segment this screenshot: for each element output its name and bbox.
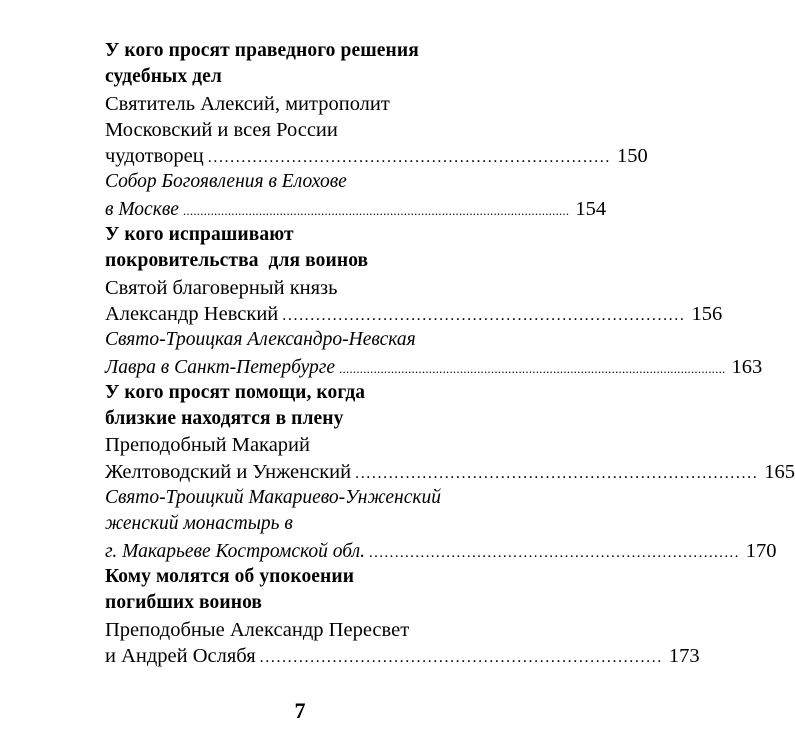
page-ref: 163 [731, 355, 763, 378]
section-heading: У кого просят помощи, когда [105, 381, 366, 403]
page-ref: 150 [616, 145, 648, 168]
section-heading: У кого просят праведного решения [105, 40, 419, 61]
page-ref: 165 [764, 460, 795, 483]
table-of-contents [105, 38, 795, 669]
entry-text: в Москве [105, 198, 179, 220]
dot-leader: ........................................................................ [282, 306, 686, 324]
entry-text: Московский и всея России [105, 118, 338, 141]
toc-entry [105, 301, 723, 327]
toc-entry [105, 643, 700, 669]
entry-text: Собор Богоявления в Елохове [105, 171, 347, 193]
entry-text: Александр Невский [105, 302, 279, 325]
dot-leader: ........................................................................ [368, 544, 740, 561]
toc-entry [105, 354, 763, 380]
entry-text: Свято-Троицкий Макариево-Унженский [105, 487, 441, 509]
entry-text: Лавра в Санкт-Петербурге [105, 356, 336, 378]
toc-entry [105, 538, 777, 564]
section-heading: Кому молятся об упокоении [105, 565, 355, 587]
entry-text: Святитель Алексий, митрополит [105, 92, 390, 115]
entry-text: женский монастырь в [105, 513, 293, 535]
section-heading: покровительства для воинов [105, 250, 369, 272]
dot-leader: ........................................................................ [355, 464, 759, 482]
dot-leader: ................................................................................................................ [339, 360, 726, 376]
page-ref: 170 [745, 539, 777, 562]
entry-text: и Андрей Ослябя [105, 644, 256, 667]
page-number: 7 [294, 698, 306, 723]
section-heading: близкие находятся в плену [105, 408, 344, 430]
page-ref: 154 [575, 197, 607, 220]
entry-text: Преподобные Александр Пересвет [105, 618, 410, 641]
dot-leader: ........................................................................ [207, 149, 611, 167]
entry-text: Свято-Троицкая Александро-Невская [105, 329, 416, 351]
entry-text: г. Макарьеве Костромской обл. [105, 540, 365, 562]
toc-entry [105, 459, 795, 485]
page-ref: 156 [691, 302, 723, 325]
entry-text: Преподобный Макарий [105, 434, 310, 457]
section-heading: погибших воинов [105, 592, 263, 614]
entry-text: Святой благоверный князь [105, 276, 338, 299]
dot-leader: ................................................................................................................ [182, 202, 570, 218]
toc-entry [105, 143, 648, 169]
dot-leader: ........................................................................ [259, 648, 663, 666]
entry-text: чудотворец [105, 145, 204, 168]
section-heading: У кого испрашивают [105, 224, 294, 246]
page-ref: 173 [668, 644, 700, 667]
toc-entry [105, 196, 607, 222]
entry-text: Желтоводский и Унженский [105, 460, 352, 483]
section-heading: судебных дел [105, 66, 222, 88]
